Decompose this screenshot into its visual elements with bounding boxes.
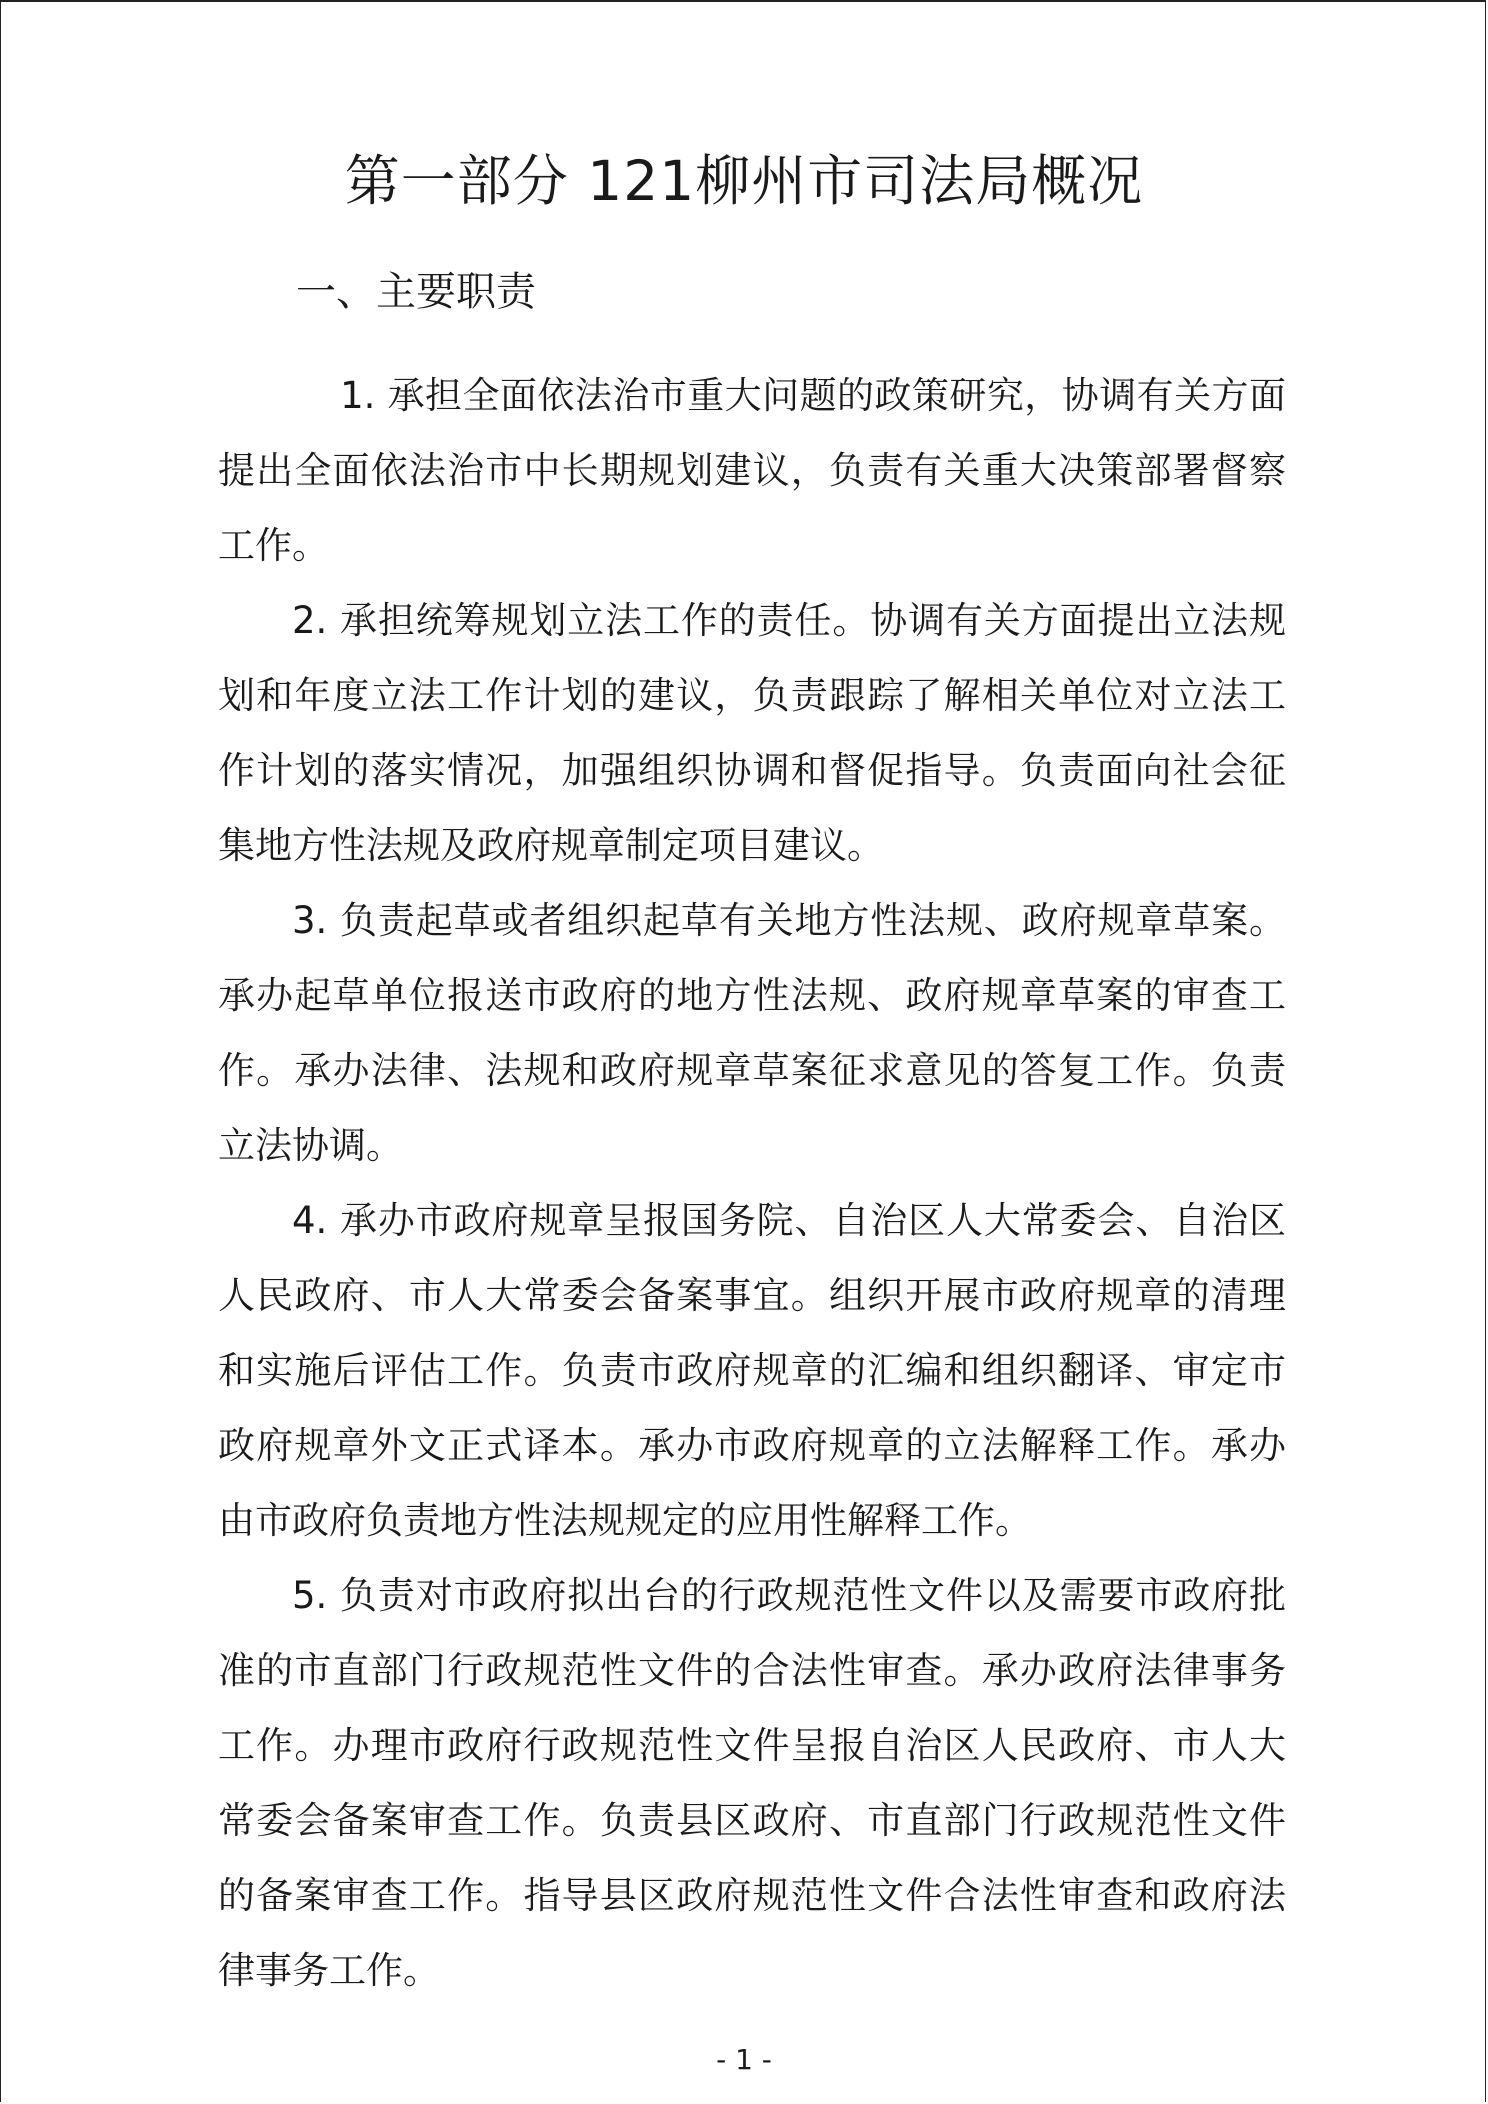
section-heading: 一、主要职责 <box>296 269 536 315</box>
paragraph-2: 2. 承担统筹规划立法工作的责任。协调有关方面提出立法规划和年度立法工作计划的建议，负责跟踪了解相关单位对立法工作计划的落实情况，加强组织协调和督促指导。负责面向社会征集地方性法规及政府规章制定项目建议。 <box>218 599 1286 867</box>
paragraph-4: 4. 承办市政府规章呈报国务院、自治区人大常委会、自治区人民政府、市人大常委会备案事宜。组织开展市政府规章的清理和实施后评估工作。负责市政府规章的汇编和组织翻译、审定市政府规章外文正式译本。承办市政府规章的立法解释工作。承办由市政府负责地方性法规规定的应用性解释工作。 <box>218 1199 1286 1542</box>
document-body <box>218 358 1286 2008</box>
paragraph-5: 5. 负责对市政府拟出台的行政规范性文件以及需要市政府批准的市直部门行政规范性文件的合法性审查。承办政府法律事务工作。办理市政府行政规范性文件呈报自治区人民政府、市人大常委会备案审查工作。负责县区政府、市直部门行政规范性文件的备案审查工作。指导县区政府规范性文件合法性审查和政府法律事务工作。 <box>218 1574 1286 1992</box>
paragraph-3: 3. 负责起草或者组织起草有关地方性法规、政府规章草案。承办起草单位报送市政府的地方性法规、政府规章草案的审查工作。承办法律、法规和政府规章草案征求意见的答复工作。负责立法协调。 <box>218 899 1286 1167</box>
paragraph-1: 1. 承担全面依法治市重大问题的政策研究，协调有关方面提出全面依法治市中长期规划建议，负责有关重大决策部署督察工作。 <box>218 374 1286 567</box>
document-title: 第一部分 121柳州市司法局概况 <box>344 149 1144 213</box>
page-number: - 1 - <box>716 2043 772 2076</box>
